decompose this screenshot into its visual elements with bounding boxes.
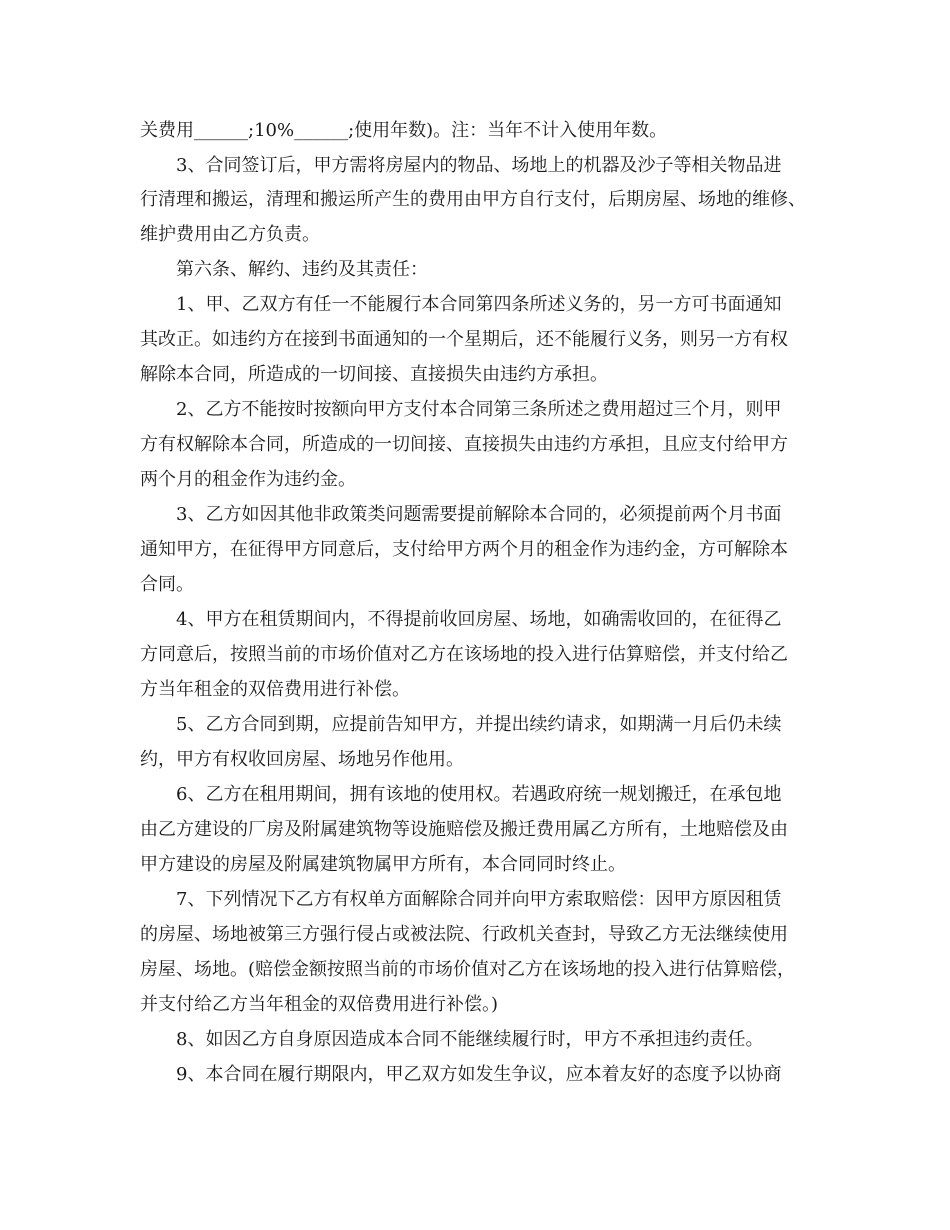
text-line-6: 1、甲、乙双方有任一不能履行本合同第四条所述义务的，另一方可书面通知 — [176, 294, 782, 315]
text-line-12: 3、乙方如因其他非政策类问题需要提前解除本合同的，必须提前两个月书面 — [176, 504, 782, 525]
text-line-11: 两个月的租金作为违约金。 — [140, 469, 356, 490]
text-line-28: 9、本合同在履行期限内，甲乙双方如发生争议，应本着友好的态度予以协商 — [176, 1064, 782, 1085]
text-line-26: 并支付给乙方当年租金的双倍费用进行补偿。) — [140, 994, 499, 1015]
text-line-15: 4、甲方在租赁期间内，不得提前收回房屋、场地，如确需收回的，在征得乙 — [176, 609, 782, 630]
text-line-23: 7、下列情况下乙方有权单方面解除合同并向甲方索取赔偿：因甲方原因租赁 — [176, 889, 782, 910]
text-line-27: 8、如因乙方自身原因造成本合同不能继续履行时，甲方不承担违约责任。 — [176, 1029, 764, 1050]
text-line-9: 2、乙方不能按时按额向甲方支付本合同第三条所述之费用超过三个月，则甲 — [176, 399, 782, 420]
text-line-18: 5、乙方合同到期，应提前告知甲方，并提出续约请求，如期满一月后仍未续 — [176, 714, 782, 735]
text-line-8: 解除本合同，所造成的一切间接、直接损失由违约方承担。 — [140, 364, 608, 385]
text-line-3: 行清理和搬运，清理和搬运所产生的费用由甲方自行支付，后期房屋、场地的维修、 — [140, 189, 806, 210]
text-line-21: 由乙方建设的厂房及附属建筑物等设施赔偿及搬迁费用属乙方所有，土地赔偿及由 — [140, 819, 788, 840]
text-line-16: 方同意后，按照当前的市场价值对乙方在该场地的投入进行估算赔偿，并支付给乙 — [140, 644, 788, 665]
text-line-24: 的房屋、场地被第三方强行侵占或被法院、行政机关查封，导致乙方无法继续使用 — [140, 924, 788, 945]
section-heading: 第六条、解约、违约及其责任： — [176, 259, 428, 280]
text-line-25: 房屋、场地。(赔偿金额按照当前的市场价值对乙方在该场地的投入进行估算赔偿， — [140, 959, 796, 980]
text-line-1: 关费用______;10%______;使用年数)。注：当年不计入使用年数。 — [140, 120, 668, 141]
text-line-10: 方有权解除本合同，所造成的一切间接、直接损失由违约方承担，且应支付给甲方 — [140, 434, 788, 455]
text-line-4: 维护费用由乙方负责。 — [140, 224, 320, 245]
text-line-19: 约，甲方有权收回房屋、场地另作他用。 — [140, 749, 464, 770]
text-line-7: 其改正。如违约方在接到书面通知的一个星期后，还不能履行义务，则另一方有权 — [140, 329, 788, 350]
text-line-17: 方当年租金的双倍费用进行补偿。 — [140, 679, 410, 700]
text-line-14: 合同。 — [140, 574, 194, 595]
text-line-20: 6、乙方在租用期间，拥有该地的使用权。若遇政府统一规划搬迁，在承包地 — [176, 784, 782, 805]
text-line-13: 通知甲方，在征得甲方同意后，支付给甲方两个月的租金作为违约金，方可解除本 — [140, 539, 788, 560]
text-line-22: 甲方建设的房屋及附属建筑物属甲方所有，本合同同时终止。 — [140, 854, 626, 875]
text-line-2: 3、合同签订后，甲方需将房屋内的物品、场地上的机器及沙子等相关物品进 — [176, 155, 782, 176]
